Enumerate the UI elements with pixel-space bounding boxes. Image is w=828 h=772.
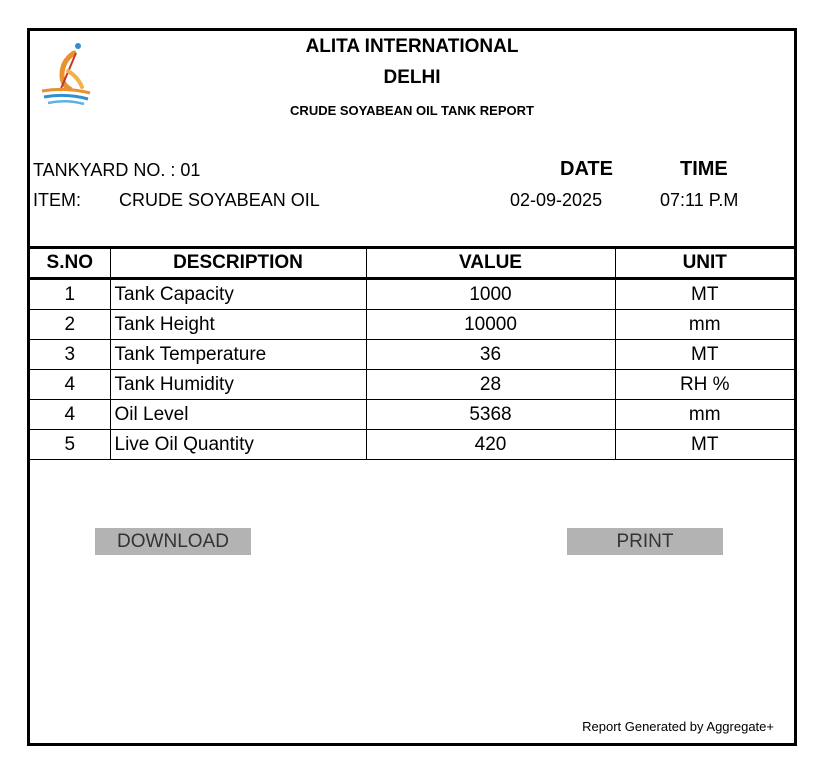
cell-unit: mm [615,310,794,340]
table-row [30,430,794,460]
cell-description: Oil Level [110,400,366,430]
tankyard-number: TANKYARD NO. : 01 [33,160,201,180]
cell-sno: 5 [30,430,110,460]
cell-sno: 4 [30,400,110,430]
item-value: CRUDE SOYABEAN OIL [119,190,320,210]
item-label: ITEM: [33,190,81,210]
cell-value: 36 [366,340,615,370]
company-name: ALITA INTERNATIONAL [305,36,519,57]
cell-unit: MT [615,340,794,370]
column-header-description: DESCRIPTION [110,248,366,279]
tank-report-table [30,246,794,460]
report-footer: Report Generated by Aggregate+ [582,719,774,734]
company-city: DELHI [383,67,441,88]
cell-sno: 2 [30,310,110,340]
column-header-sno: S.NO [30,248,110,279]
cell-unit: MT [615,279,794,310]
table-row [30,370,794,400]
table-row [30,400,794,430]
cell-value: 28 [366,370,615,400]
time-label: TIME [680,158,728,180]
cell-sno: 4 [30,370,110,400]
date-value: 02-09-2025 [510,190,603,210]
cell-description: Tank Height [110,310,366,340]
column-header-value: VALUE [366,248,615,279]
cell-value: 1000 [366,279,615,310]
table-row [30,310,794,340]
cell-unit: mm [615,400,794,430]
cell-description: Tank Capacity [110,279,366,310]
print-button[interactable]: PRINT [567,528,723,555]
cell-sno: 1 [30,279,110,310]
table-header-row [30,248,794,279]
cell-value: 420 [366,430,615,460]
cell-unit: RH % [615,370,794,400]
table-row [30,279,794,310]
date-label: DATE [560,158,613,180]
report-frame [27,28,797,746]
cell-description: Tank Humidity [110,370,366,400]
cell-value: 10000 [366,310,615,340]
column-header-unit: UNIT [615,248,794,279]
table-row [30,340,794,370]
cell-sno: 3 [30,340,110,370]
report-title: CRUDE SOYABEAN OIL TANK REPORT [290,103,534,118]
cell-description: Tank Temperature [110,340,366,370]
cell-value: 5368 [366,400,615,430]
time-value: 07:11 P.M [660,190,739,210]
download-button[interactable]: DOWNLOAD [95,528,251,555]
cell-description: Live Oil Quantity [110,430,366,460]
cell-unit: MT [615,430,794,460]
